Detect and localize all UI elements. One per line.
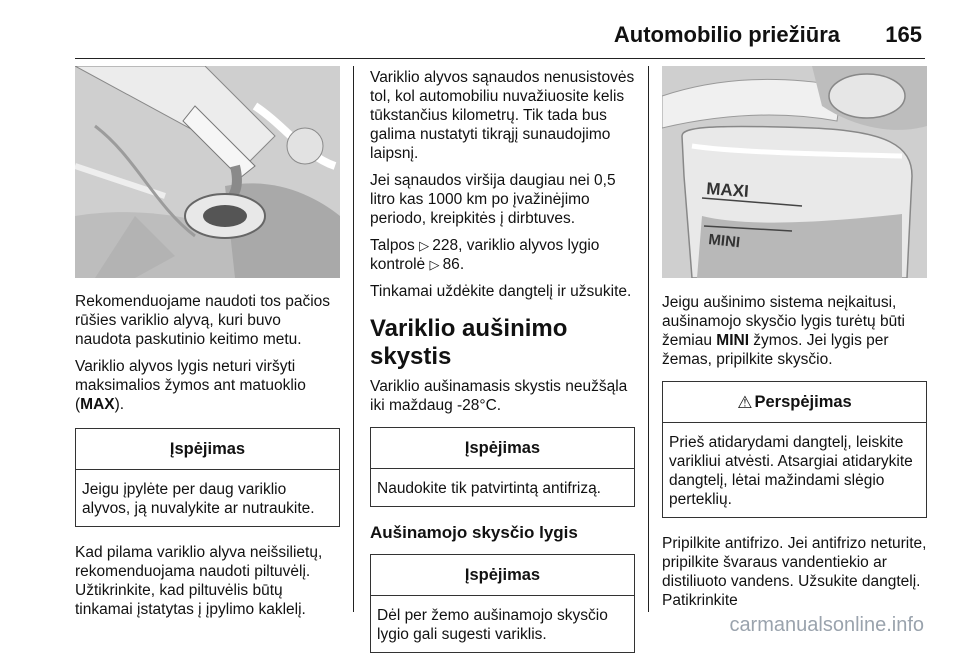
paragraph-text: ).	[114, 396, 125, 413]
warning-box	[370, 554, 635, 653]
watermark: carmanualsonline.info	[729, 614, 924, 636]
warning-box	[370, 427, 635, 507]
warning-triangle-icon: ⚠	[737, 392, 753, 412]
column-divider-right	[648, 66, 649, 612]
danger-title	[663, 382, 926, 423]
paragraph: Variklio alyvos sąnaudos nenusistovės tol, kol automobiliu nuvažiuosite kelis tūkstančius kilometrų. Tik tada bus galima nustatyti tikrąjį sunaudojimo laipsnį.	[370, 69, 635, 162]
paragraph-text: .	[459, 256, 465, 273]
paragraph: Kad pilama variklio alyva neišsilietų, rekomenduojama naudoti piltuvėlį. Užtikrinkite, kad piltuvėlis būtų tinkamai įstatytas į įpylimo kaklelį.	[75, 544, 323, 618]
max-label: MAX	[80, 396, 115, 413]
paragraph: Jei sąnaudos viršija daugiau nei 0,5 litro kas 1000 km po įvažinėjimo periodo, kreipkitės į dirbtuves.	[370, 172, 616, 227]
warning-title: Įspėjimas	[371, 555, 634, 596]
column-right	[662, 293, 927, 618]
header-rule	[75, 58, 925, 59]
page-number: 165	[885, 22, 922, 47]
sub-heading: Aušinamojo skysčio lygis	[370, 523, 578, 542]
paragraph: Rekomenduojame naudoti tos pačios rūšies variklio alyvą, kuri buvo naudota paskutinio keitimo metu.	[75, 293, 331, 348]
column-left	[75, 292, 340, 627]
max-mark-label: MAXI	[705, 179, 750, 201]
warning-box	[75, 428, 340, 527]
section-heading: Variklio aušinimo skystis	[370, 315, 568, 370]
danger-box	[662, 381, 927, 518]
paragraph-text: Talpos	[370, 237, 420, 254]
warning-body: Dėl per žemo aušinamojo skysčio lygio gali sugesti variklis.	[377, 607, 608, 643]
page-ref-arrow-icon: ▷	[419, 238, 430, 253]
warning-body: Naudokite tik patvirtintą antifrizą.	[377, 480, 601, 497]
column-middle	[370, 68, 635, 669]
paragraph-text: Jeigu aušinimo sistema neįkaitusi, aušinamojo skysčio lygis turėtų būti žemiau	[662, 294, 905, 349]
paragraph: Variklio aušinamasis skystis neužšąla iki maždaug -28°C.	[370, 378, 628, 414]
column-divider-left	[353, 66, 354, 612]
paragraph-max-level	[75, 357, 340, 414]
danger-title-text: Perspėjimas	[754, 392, 852, 411]
mini-label: MINI	[716, 332, 749, 349]
paragraph-text: Variklio alyvos lygis neturi viršyti maksimalios žymos ant matuoklio (	[75, 358, 306, 413]
paragraph-min-level	[662, 293, 927, 369]
paragraph: Pripilkite antifrizo. Jei antifrizo neturite, pripilkite švaraus vandentiekio ar distiliuoto vandens. Užsukite dangtelį. Patikrinkite	[662, 535, 927, 609]
warning-title: Įspėjimas	[371, 428, 634, 469]
chapter-title: Automobilio priežiūra	[613, 22, 840, 47]
danger-body: Prieš atidarydami dangtelį, leiskite varikliui atvėsti. Atsargiai atidarykite dangtelį, lėtai mažindami slėgio perteklių.	[669, 434, 913, 508]
min-mark-label: MINI	[707, 231, 741, 252]
paragraph-text: žymos. Jei lygis per žemas, pripilkite skysčio.	[662, 332, 889, 368]
paragraph-text: , variklio alyvos lygio kontrolė	[370, 237, 600, 273]
coolant-reservoir-illustration	[662, 66, 927, 278]
page-ref-link[interactable]: 228	[432, 237, 459, 254]
coolant-reservoir-drawing	[662, 66, 927, 278]
warning-body: Jeigu įpylėte per daug variklio alyvos, ją nuvalykite ar nutraukite.	[82, 481, 315, 517]
page-header	[0, 22, 960, 52]
page-ref-link[interactable]: 86	[442, 256, 460, 273]
warning-title: Įspėjimas	[76, 429, 339, 470]
oil-filling-illustration	[75, 66, 340, 278]
page-ref-arrow-icon: ▷	[429, 257, 440, 272]
paragraph: Tinkamai uždėkite dangtelį ir užsukite.	[370, 283, 632, 300]
paragraph-refs	[370, 236, 635, 274]
oil-filling-drawing	[75, 66, 340, 278]
